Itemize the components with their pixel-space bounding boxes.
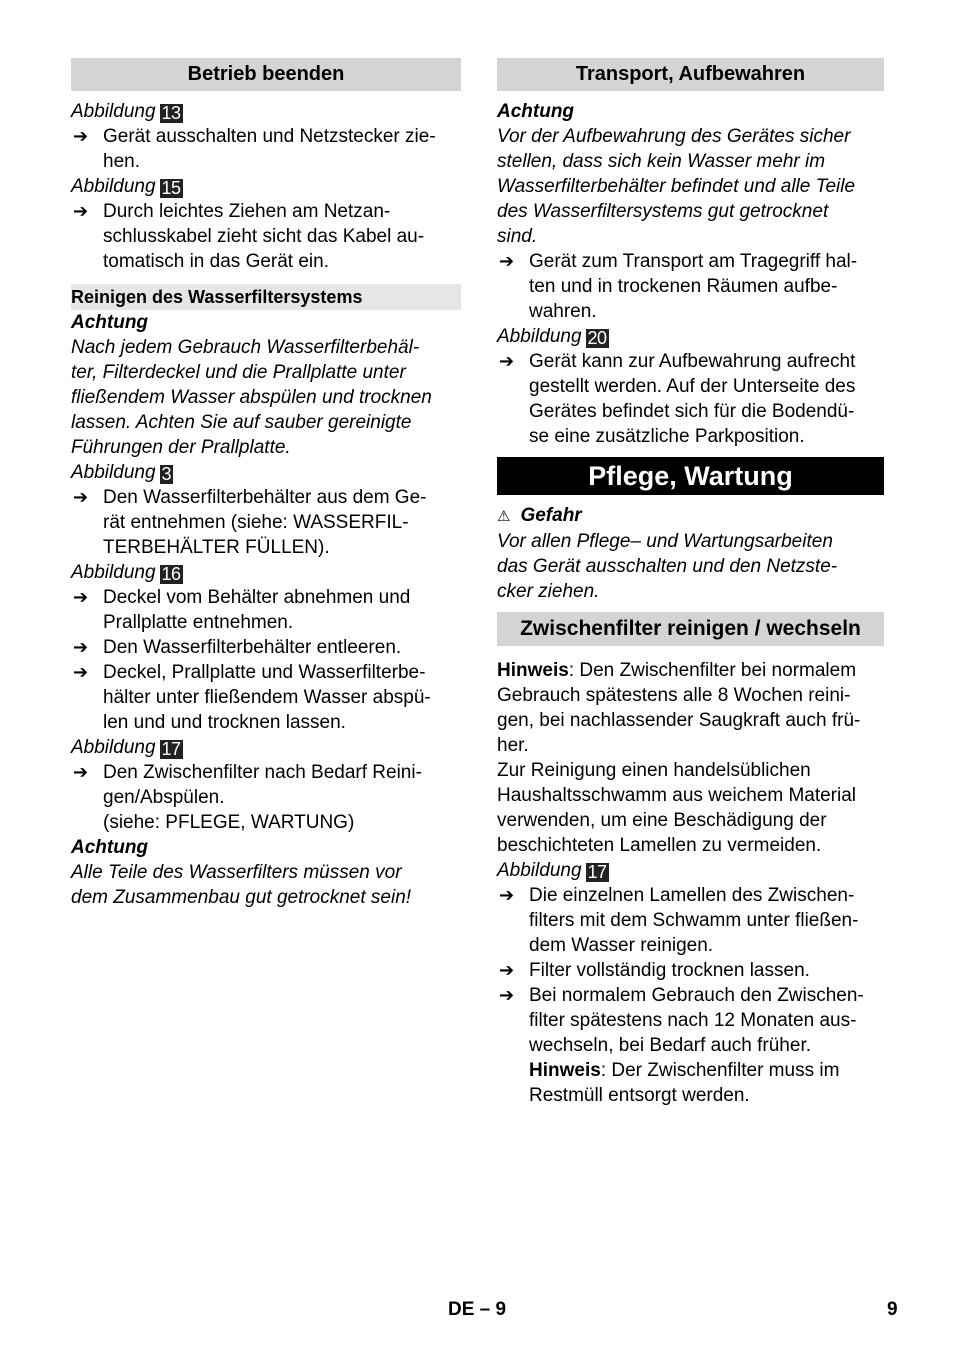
list-item: ➔ Bei normalem Gebrauch den Zwischen- filter spätestens nach 12 Monaten aus- wechseln, bei Bedarf auch früher. Hinweis: Der Zwischenfilter muss im Restmüll entsorgt werden.: [499, 985, 864, 1106]
figure-number-badge: 20: [587, 328, 607, 348]
right-column: [497, 58, 884, 1108]
section-heading-betrieb: Betrieb beenden: [71, 58, 461, 91]
arrow-right-icon: ➔: [73, 487, 89, 507]
body-paragraph: Zur Reinigung einen handelsüblichen Haushaltsschwamm aus weichem Material verwenden, um eine Beschädigung der beschichteten Lamellen zu vermeiden.: [497, 760, 857, 856]
figure-number-badge: 17: [587, 862, 607, 882]
warning-title: Achtung: [71, 312, 149, 333]
figure-number-badge: 15: [161, 178, 181, 198]
page-label: DE – 9: [448, 1299, 507, 1320]
note-paragraph: Hinweis: Den Zwischenfilter bei normalem Gebrauch spätestens alle 8 Wochen reini- gen, bei nachlassender Saugkraft auch frü- her.: [497, 660, 861, 756]
figure-ref: Abbildung 13: [71, 101, 181, 123]
page-number: 9: [887, 1299, 898, 1320]
arrow-right-icon: ➔: [499, 960, 515, 980]
danger-text: Vor allen Pflege– und Wartungsarbeiten das Gerät ausschalten und den Netzste- cker ziehen.: [497, 531, 838, 602]
arrow-right-icon: ➔: [73, 587, 89, 607]
figure-number-badge: 13: [161, 103, 181, 123]
figure-ref: Abbildung 17: [497, 860, 607, 882]
warning-title: Achtung: [71, 837, 149, 858]
arrow-right-icon: ➔: [499, 351, 515, 371]
figure-ref: Abbildung 15: [71, 176, 181, 198]
list-item: ➔ Den Wasserfilterbehälter entleeren.: [73, 637, 402, 658]
warning-text: Nach jedem Gebrauch Wasserfilterbehäl- ter, Filterdeckel und die Prallplatte unter fließendem Wasser abspülen und trocknen lassen. Achten Sie auf sauber gereinigte Führungen der Prallplatte.: [71, 337, 432, 458]
figure-number-badge: 3: [161, 464, 172, 484]
list-item: ➔ Den Wasserfilterbehälter aus dem Ge- rät entnehmen (siehe: WASSERFIL- TERBEHÄLTER FÜLLEN).: [73, 487, 427, 558]
subsection-heading-reinigen: Reinigen des Wasserfiltersystems: [71, 284, 461, 310]
list-item: ➔ Filter vollständig trocknen lassen.: [499, 960, 810, 981]
figure-ref: Abbildung 20: [497, 326, 607, 348]
warning-text: Alle Teile des Wasserfilters müssen vor dem Zusammenbau gut getrocknet sein!: [71, 862, 412, 908]
section-heading-transport: Transport, Aufbewahren: [497, 58, 884, 91]
arrow-right-icon: ➔: [73, 662, 89, 682]
figure-number-badge: 17: [161, 739, 181, 759]
figure-number-badge: 16: [161, 564, 181, 584]
list-item: ➔ Deckel vom Behälter abnehmen und Prallplatte entnehmen.: [73, 587, 411, 633]
list-item: ➔ Gerät kann zur Aufbewahrung aufrecht gestellt werden. Auf der Unterseite des Gerätes befindet sich für die Bodendü- se eine zusätzliche Parkposition.: [499, 351, 856, 447]
left-column: [71, 58, 461, 910]
arrow-right-icon: ➔: [73, 637, 89, 657]
list-item: ➔ Den Zwischenfilter nach Bedarf Reini- gen/Abspülen. (siehe: PFLEGE, WARTUNG): [73, 762, 422, 833]
arrow-right-icon: ➔: [499, 985, 515, 1005]
arrow-right-icon: ➔: [499, 251, 515, 271]
figure-ref: Abbildung 3: [71, 462, 172, 484]
list-item: ➔ Gerät zum Transport am Tragegriff hal- ten und in trockenen Räumen aufbe- wahren.: [499, 251, 858, 322]
list-item: ➔ Gerät ausschalten und Netzstecker zie- hen.: [73, 126, 436, 172]
arrow-right-icon: ➔: [73, 762, 89, 782]
figure-ref: Abbildung 16: [71, 562, 181, 584]
warning-title: Achtung: [497, 101, 575, 122]
arrow-right-icon: ➔: [73, 126, 89, 146]
list-item: ➔ Durch leichtes Ziehen am Netzan- schlusskabel zieht sicht das Kabel au- tomatisch in das Gerät ein.: [73, 201, 425, 272]
list-item: ➔ Die einzelnen Lamellen des Zwischen- filters mit dem Schwamm unter fließen- dem Wasser reinigen.: [499, 885, 859, 956]
warning-text: Vor der Aufbewahrung des Gerätes sicher stellen, dass sich kein Wasser mehr im Wasserfilterbehälter befindet und alle Teile des Wasserfiltersystems gut getrocknet sind.: [497, 126, 856, 247]
danger-title: ⚠ Gefahr: [497, 505, 582, 526]
figure-ref: Abbildung 17: [71, 737, 181, 759]
subsection-heading-zwischenfilter: Zwischenfilter reinigen / wechseln: [497, 612, 884, 646]
arrow-right-icon: ➔: [499, 885, 515, 905]
arrow-right-icon: ➔: [73, 201, 89, 221]
list-item: ➔ Deckel, Prallplatte und Wasserfilterbe- hälter unter fließendem Wasser abspü- len und und trocknen lassen.: [73, 662, 431, 733]
chapter-heading-pflege: Pflege, Wartung: [497, 457, 884, 495]
warning-triangle-icon: ⚠: [497, 508, 511, 525]
